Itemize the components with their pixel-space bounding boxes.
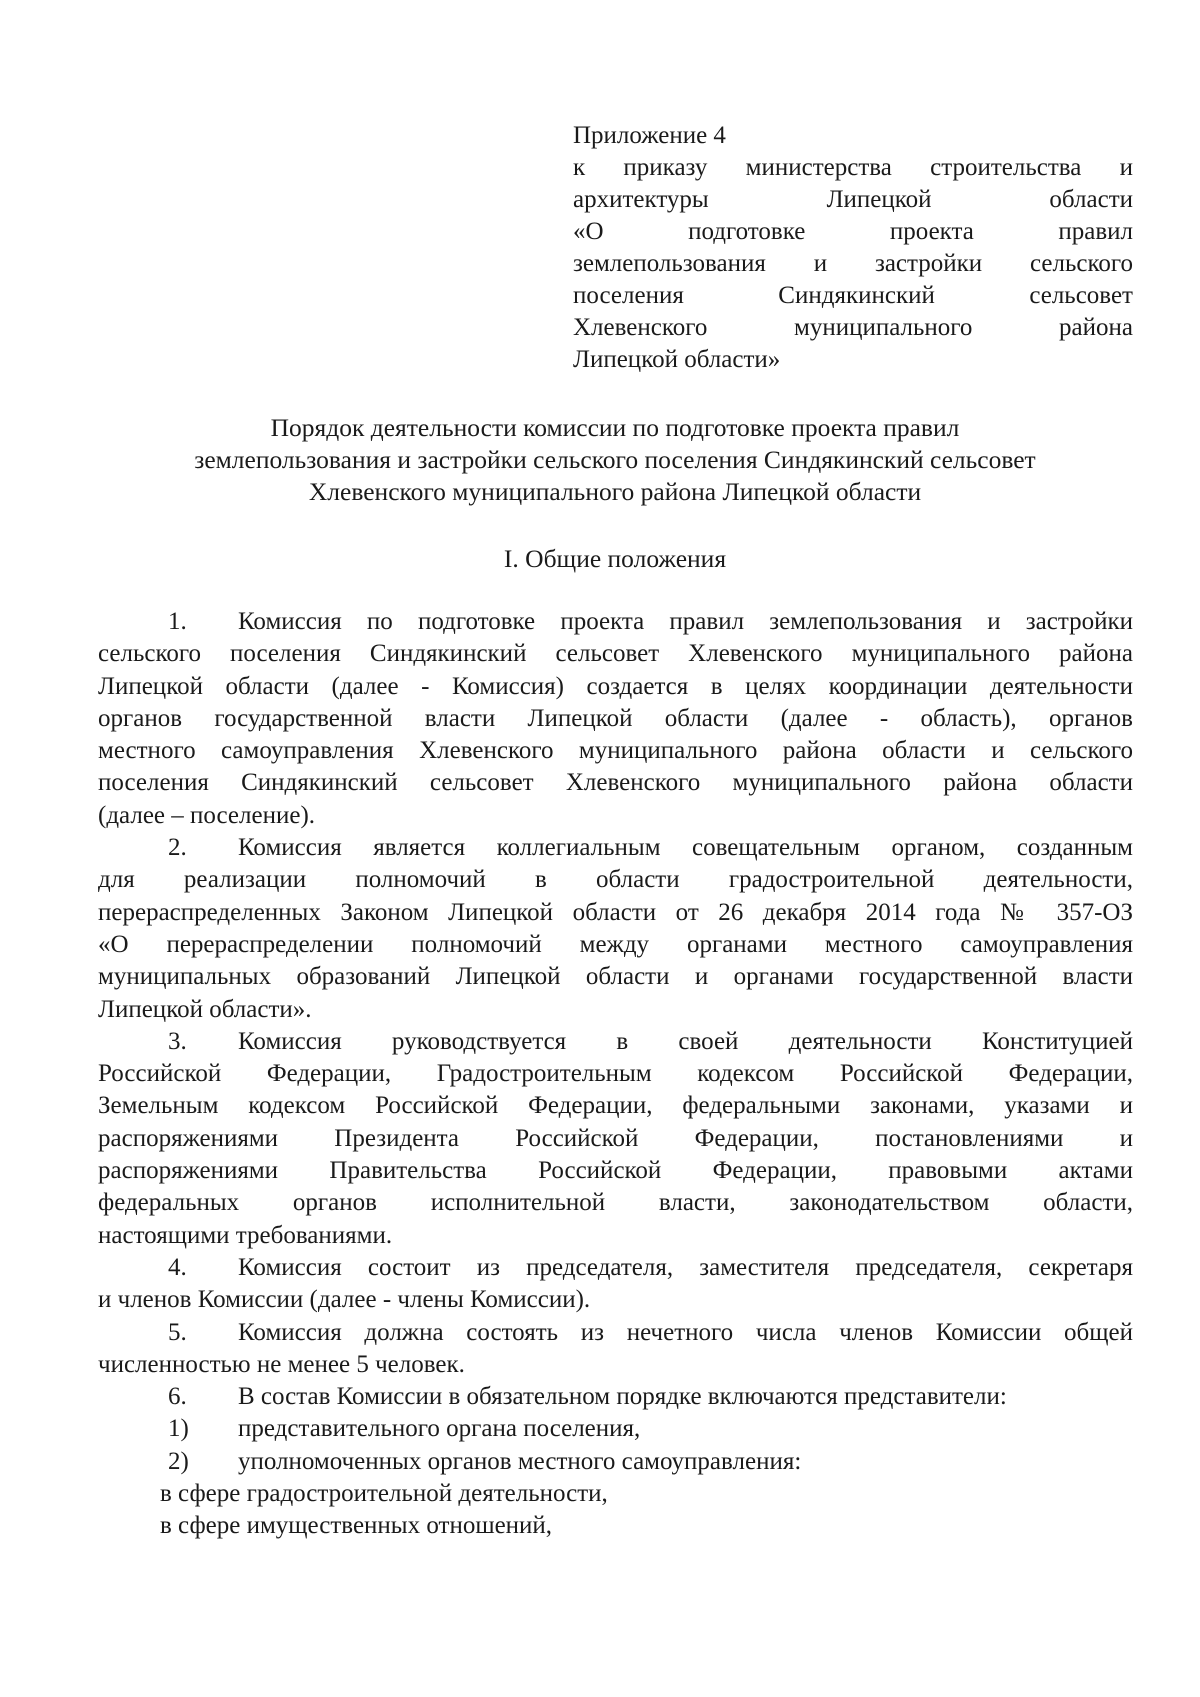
appendix-line: землепользования и застройки сельского [573,250,1133,277]
paragraph-line: местного самоуправления Хлевенского муниципального района области и сельского [98,737,1133,765]
title-line: Хлевенского муниципального района Липецкой области [308,477,922,506]
paragraph-line: Липецкой области (далее - Комиссия) создается в целях координации деятельности [98,672,1133,700]
appendix-line: к приказу министерства строительства и [573,154,1133,181]
item-6-2 [98,1446,1133,1478]
item-number: 2) [168,1447,189,1475]
item-number: 6. [168,1383,187,1411]
appendix-line: Хлевенского муниципального района [573,314,1133,341]
paragraph-line: Земельным кодексом Российской Федерации, федеральными законами, указами и [98,1092,1133,1120]
paragraph-line: поселения Синдякинский сельсовет Хлевенского муниципального района области [98,769,1133,797]
item-6 [98,1381,1133,1413]
section-heading: I. Общие положения [503,544,727,573]
paragraph-line: распоряжениями Президента Российской Федерации, постановлениями и [98,1124,1133,1152]
paragraph-line: для реализации полномочий в области градостроительной деятельности, [98,866,1133,894]
item-1 [98,606,1133,832]
paragraph-text: Комиссия должна состоять из нечетного числа членов Комиссии общей [238,1318,1133,1346]
paragraph-line: «О перераспределении полномочий между органами местного самоуправления [98,930,1133,958]
paragraph-line: распоряжениями Правительства Российской Федерации, правовыми актами [98,1157,1133,1185]
document-title [100,412,1130,508]
item-4 [98,1252,1133,1317]
document-body [98,606,1133,1543]
item-number: 3. [168,1027,187,1055]
item-number: 2. [168,834,187,862]
title-line: землепользования и застройки сельского поселения Синдякинский сельсовет [194,445,1036,474]
paragraph-line: перераспределенных Законом Липецкой области от 26 декабря 2014 года № 357-ОЗ [98,898,1133,926]
paragraph-text: представительного органа поселения, [238,1415,641,1443]
paragraph-text: Комиссия руководствуется в своей деятельности Конституцией [238,1027,1133,1055]
item-number: 5. [168,1318,187,1346]
item-number: 1) [168,1415,189,1443]
paragraph-line: сельского поселения Синдякинский сельсовет Хлевенского муниципального района [98,640,1133,668]
paragraph-line: и членов Комиссии (далее - члены Комиссии). [98,1286,591,1314]
paragraph-line: Липецкой области». [98,995,312,1023]
appendix-line: архитектуры Липецкой области [573,186,1133,213]
item-number: 4. [168,1253,187,1281]
paragraph-line: органов государственной власти Липецкой области (далее - область), органов [98,704,1133,732]
paragraph-text: Комиссия состоит из председателя, заместителя председателя, секретаря [238,1253,1133,1281]
sub-item: в сфере имущественных отношений, [160,1512,553,1540]
item-6-1 [98,1413,1133,1445]
appendix-line: «О подготовке проекта правил [573,218,1133,245]
paragraph-text: уполномоченных органов местного самоуправления: [238,1447,802,1475]
item-5 [98,1317,1133,1382]
appendix-line: Липецкой области» [573,346,781,373]
paragraph-text: В состав Комиссии в обязательном порядке включаются представители: [238,1383,1007,1411]
appendix-block [573,120,1133,376]
paragraph-line: настоящими требованиями. [98,1221,393,1249]
appendix-line: Приложение 4 [573,122,726,149]
paragraph-line: федеральных органов исполнительной власти, законодательством области, [98,1189,1133,1217]
item-number: 1. [168,608,187,635]
paragraph-line: Российской Федерации, Градостроительным кодексом Российской Федерации, [98,1060,1133,1088]
item-2 [98,832,1133,1026]
item-3 [98,1026,1133,1252]
title-line: Порядок деятельности комиссии по подготовке проекта правил [270,413,960,442]
paragraph-text: Комиссия по подготовке проекта правил землепользования и застройки [238,608,1133,635]
paragraph-line: численностью не менее 5 человек. [98,1350,465,1378]
appendix-line: поселения Синдякинский сельсовет [573,282,1133,309]
sub-item: в сфере градостроительной деятельности, [160,1480,608,1508]
paragraph-line: муниципальных образований Липецкой области и органами государственной власти [98,963,1133,991]
paragraph-line: (далее – поселение). [98,801,316,829]
paragraph-text: Комиссия является коллегиальным совещательным органом, созданным [238,834,1133,862]
